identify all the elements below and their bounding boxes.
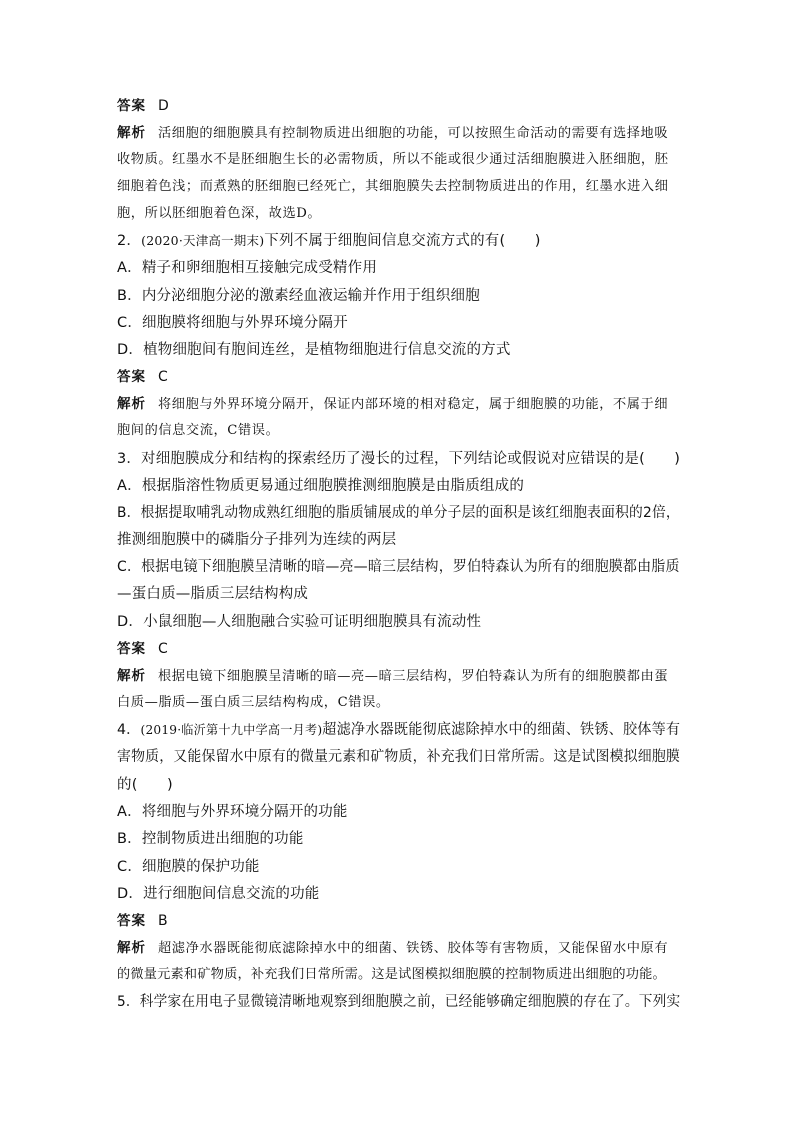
q3-explanation-line: 解析 根据电镜下细胞膜呈清晰的暗—亮—暗三层结构，罗伯特森认为所有的细胞膜都由蛋 [117, 668, 669, 684]
q3-explanation-line: 白质—脂质—蛋白质三层结构构成，C错误。 [117, 695, 390, 710]
q4-stem-line: 的( ) [117, 777, 173, 793]
q4-option-c: C．细胞膜的保护功能 [117, 859, 260, 875]
answer-label: 答案 [117, 913, 146, 929]
q4-explanation-line: 解析 超滤净水器既能彻底滤除掉水中的细菌、铁锈、胶体等有害物质，又能保留水中原有 [117, 940, 669, 956]
q3-option-line: D．小鼠细胞—人细胞融合实验可证明细胞膜具有流动性 [117, 614, 482, 630]
explanation-label: 解析 [117, 940, 146, 956]
q2-option-b: B．内分泌细胞分泌的激素经血液运输并作用于组织细胞 [117, 288, 480, 304]
q3-answer-row [117, 639, 168, 659]
q2-source: (2020·天津高一期末) [141, 233, 265, 248]
q4-option-b: B．控制物质进出细胞的功能 [117, 831, 304, 847]
q1-answer-row [117, 96, 169, 116]
q1-explanation-line: 细胞着色浅；而煮熟的胚细胞已经死亡，其细胞膜失去控制物质进出的作用，红墨水进入细 [117, 179, 669, 194]
q2-answer: C [158, 369, 168, 385]
answer-label: 答案 [117, 369, 146, 385]
q4-stem-line: 害物质，又能保留水中原有的微量元素和矿物质，补充我们日常所需。这是试图模拟细胞膜 [117, 749, 681, 765]
q2-stem-text: 下列不属于细胞间信息交流方式的有( ) [264, 233, 541, 249]
q4-number: 4． [117, 722, 141, 738]
q2-option-a: A．精子和卵细胞相互接触完成受精作用 [117, 260, 378, 276]
q3-option-line: —蛋白质—脂质三层结构构成 [117, 586, 309, 602]
q5-stem: 5．科学家在用电子显微镜清晰地观察到细胞膜之前，已经能够确定细胞膜的存在了。下列实 [117, 994, 681, 1010]
q2-option-c: C．细胞膜将细胞与外界环境分隔开 [117, 315, 348, 331]
q3-answer: C [158, 641, 168, 657]
q4-source: (2019·临沂第十九中学高一月考) [140, 722, 323, 737]
q1-explanation-line: 收物质。红墨水不是胚细胞生长的必需物质，所以不能或很少通过活细胞膜进入胚细胞，胚 [117, 152, 669, 167]
q2-answer-row [117, 367, 168, 387]
q1-answer: D [158, 98, 169, 114]
q1-explanation-line: 解析 活细胞的细胞膜具有控制物质进出细胞的功能，可以按照生命活动的需要有选择地吸 [117, 125, 669, 141]
answer-label: 答案 [117, 641, 146, 657]
q4-answer: B [158, 913, 168, 929]
explanation-label: 解析 [117, 668, 146, 684]
q3-option-line: 推测细胞膜中的磷脂分子排列为连续的两层 [117, 532, 397, 548]
q4-explanation-line: 的微量元素和矿物质，补充我们日常所需。这是试图模拟细胞膜的控制物质进出细胞的功能。 [117, 967, 666, 982]
q2-option-d: D．植物细胞间有胞间连丝，是植物细胞进行信息交流的方式 [117, 342, 511, 358]
q4-stem [117, 720, 680, 740]
q2-number: 2． [117, 233, 142, 249]
q2-stem [117, 231, 541, 251]
q2-explanation-line: 解析 将细胞与外界环境分隔开，保证内部环境的相对稳定，属于细胞膜的功能，不属于细 [117, 396, 669, 412]
q3-option-line: A．根据脂溶性物质更易通过细胞膜推测细胞膜是由脂质组成的 [117, 478, 525, 494]
answer-label: 答案 [117, 98, 146, 114]
q4-answer-row [117, 911, 168, 931]
q2-explanation-line: 胞间的信息交流，C错误。 [117, 423, 280, 438]
explanation-label: 解析 [117, 125, 146, 141]
q4-stem-text: 超滤净水器既能彻底滤除掉水中的细菌、铁锈、胶体等有 [322, 722, 681, 738]
q3-option-line: C．根据电镜下细胞膜呈清晰的暗—亮—暗三层结构，罗伯特森认为所有的细胞膜都由脂质 [117, 559, 680, 575]
explanation-label: 解析 [117, 396, 146, 412]
q4-option-a: A．将细胞与外界环境分隔开的功能 [117, 804, 348, 820]
q4-option-d: D．进行细胞间信息交流的功能 [117, 886, 320, 902]
q3-stem: 3．对细胞膜成分和结构的探索经历了漫长的过程，下列结论或假说对应错误的是( ) [117, 451, 681, 467]
q3-option-line: B．根据提取哺乳动物成熟红细胞的脂质铺展成的单分子层的面积是该红细胞表面积的2倍， [117, 505, 680, 521]
q1-explanation-line: 胞，所以胚细胞着色深，故选D。 [117, 206, 322, 221]
